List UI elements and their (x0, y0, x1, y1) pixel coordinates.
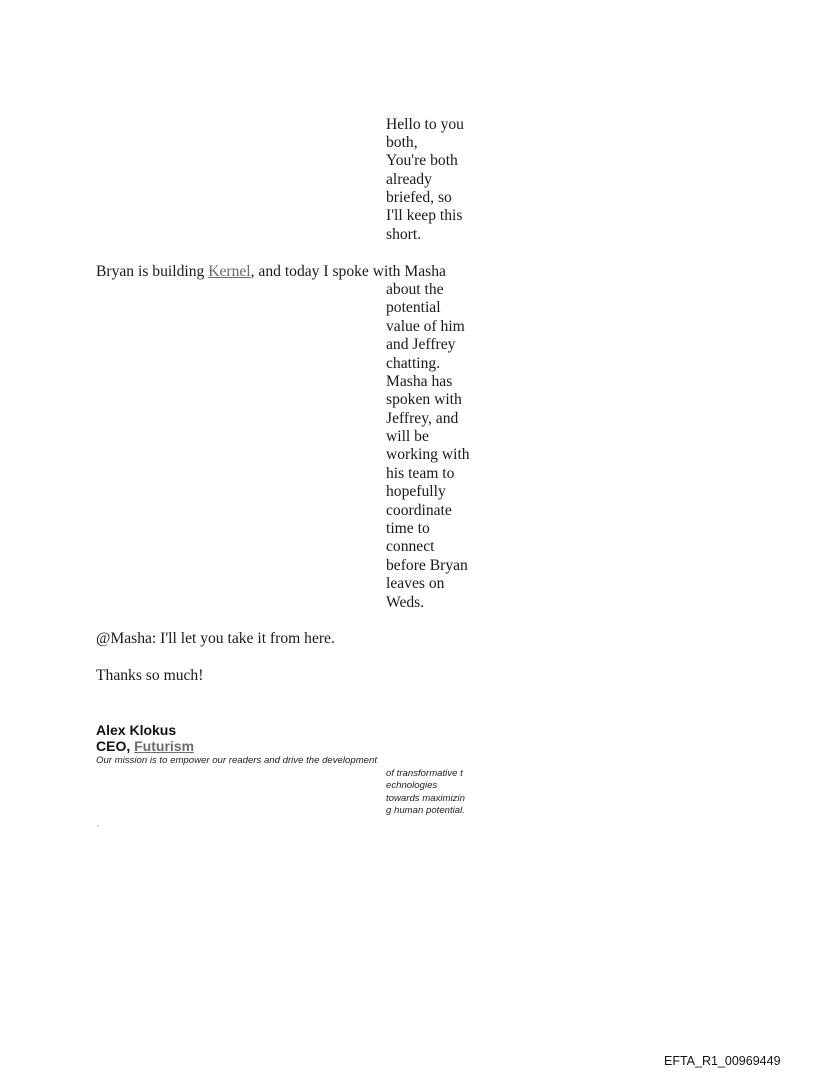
paragraph-line: before Bryan (386, 557, 468, 574)
para-prefix: Bryan is building (96, 263, 209, 280)
greeting-line: Hello to you (386, 116, 464, 133)
greeting-line: short. (386, 226, 422, 243)
paragraph-line: will be (386, 428, 429, 445)
signature-title-prefix: CEO, (96, 738, 135, 754)
para-suffix: , and today I spoke with Masha (250, 263, 446, 280)
mission-line: towards maximizin (386, 793, 465, 804)
signature-title (96, 738, 194, 754)
greeting-line: briefed, so (386, 189, 452, 206)
paragraph-line: hopefully (386, 483, 446, 500)
greeting-line: I'll keep this (386, 207, 463, 224)
paragraph-line: Jeffrey, and (386, 410, 459, 427)
paragraph-line: coordinate (386, 502, 452, 519)
paragraph-line: leaves on (386, 575, 445, 592)
paragraph-line: potential (386, 299, 441, 316)
paragraph-line: value of him (386, 318, 465, 335)
paragraph-line: Masha has (386, 373, 453, 390)
mission-line: g human potential. (386, 805, 465, 816)
paragraph-first-line (96, 263, 446, 281)
signature-name: Alex Klokus (96, 722, 177, 738)
kernel-link[interactable]: Kernel (208, 263, 251, 280)
greeting-line: already (386, 171, 432, 188)
mission-line: Our mission is to empower our readers and drive the development (96, 755, 378, 766)
mission-line: echnologies (386, 780, 438, 791)
closing-line: Thanks so much! (96, 667, 204, 684)
paragraph-line: spoken with (386, 391, 462, 408)
paragraph-line: Weds. (386, 594, 425, 611)
futurism-link[interactable]: Futurism (134, 738, 195, 754)
paragraph-line: about the (386, 281, 444, 298)
stray-mark (97, 825, 99, 827)
paragraph-line: time to (386, 520, 430, 537)
greeting-line: both, (386, 134, 418, 151)
paragraph-line: his team to (386, 465, 455, 482)
body-paragraph-handoff: @Masha: I'll let you take it from here. (96, 630, 335, 647)
mission-line: of transformative t (386, 768, 463, 779)
document-id: EFTA_R1_00969449 (664, 1054, 781, 1068)
paragraph-line: working with (386, 446, 470, 463)
paragraph-line: connect (386, 538, 435, 555)
paragraph-line: and Jeffrey (386, 336, 456, 353)
paragraph-line: chatting. (386, 355, 441, 372)
greeting-line: You're both (386, 152, 458, 169)
